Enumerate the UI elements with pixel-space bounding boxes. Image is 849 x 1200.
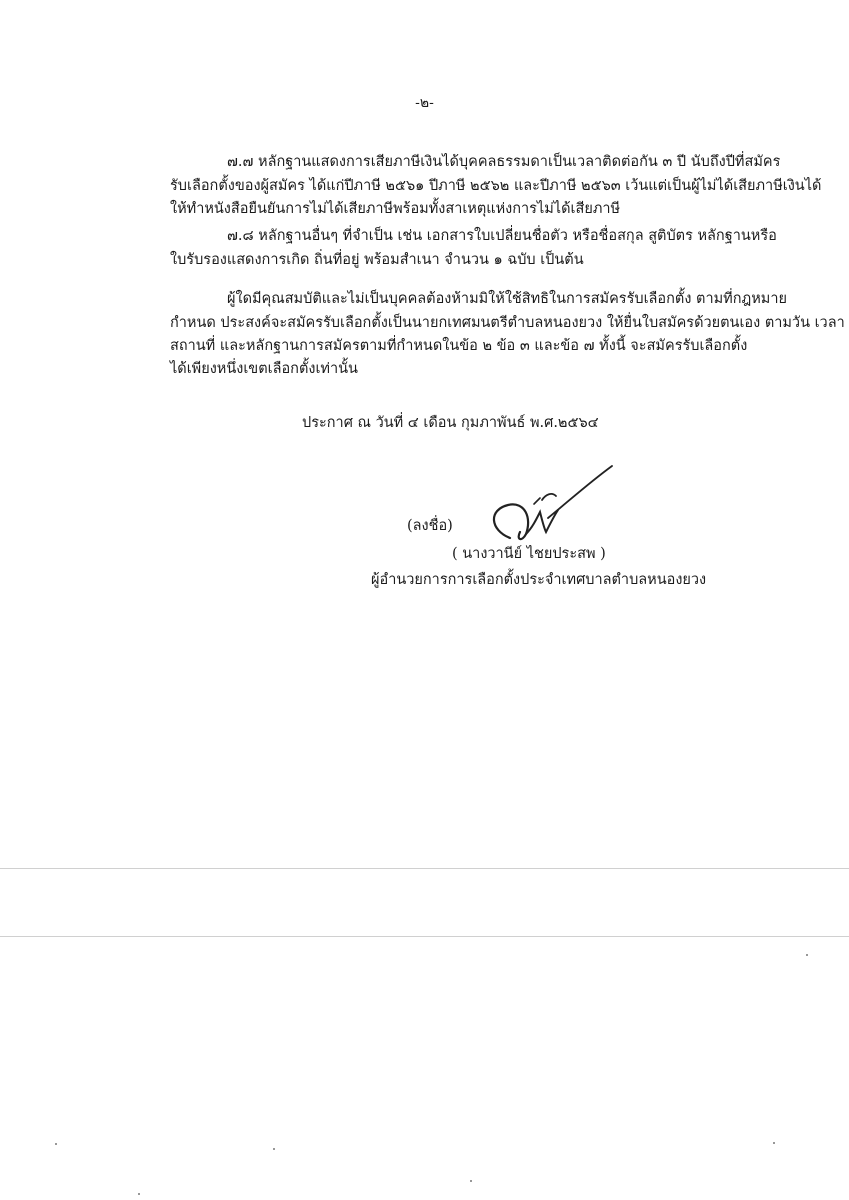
item-7-8-line-2: ใบรับรองแสดงการเกิด ถิ่นที่อยู่ พร้อมสำเนา จำนวน ๑ ฉบับ เป็นต้น [170,252,584,268]
announcement-date: ประกาศ ณ วันที่ ๔ เดือน กุมภาพันธ์ พ.ศ.๒๕๖๔ [302,415,599,431]
item-7-7-line-1: ๗.๗ หลักฐานแสดงการเสียภาษีเงินได้บุคคลธรรมดาเป็นเวลาติดต่อกัน ๓ ปี นับถึงปีที่สมัคร [227,154,781,170]
scan-speck [273,1148,275,1150]
paragraph-line-4: ได้เพียงหนึ่งเขตเลือกตั้งเท่านั้น [170,361,358,377]
scan-speck [806,954,808,956]
sign-label: (ลงชื่อ) [407,518,453,534]
paragraph-line-1: ผู้ใดมีคุณสมบัติและไม่เป็นบุคคลต้องห้ามมิให้ใช้สิทธิในการสมัครรับเลือกตั้ง ตามที่กฎหมาย [227,291,787,307]
paragraph-line-3: สถานที่ และหลักฐานการสมัครตามที่กำหนดในข้อ ๒ ข้อ ๓ และข้อ ๗ ทั้งนี้ จะสมัครรับเลือกตั้ง [170,338,748,354]
item-7-7-line-3: ให้ทำหนังสือยืนยันการไม่ได้เสียภาษีพร้อมทั้งสาเหตุแห่งการไม่ได้เสียภาษี [170,201,621,217]
signer-position: ผู้อำนวยการการเลือกตั้งประจำเทศบาลตำบลหนองยวง [371,572,707,588]
paragraph-line-2: กำหนด ประสงค์จะสมัครรับเลือกตั้งเป็นนายกเทศมนตรีตำบลหนองยวง ให้ยื่นใบสมัครด้วยตนเอง ตามวัน เวลา [170,315,845,331]
item-7-8-line-1: ๗.๘ หลักฐานอื่นๆ ที่จำเป็น เช่น เอกสารใบเปลี่ยนชื่อตัว หรือชื่อสกุล สูติบัตร หลักฐานหรือ [227,228,777,244]
scan-speck [470,1180,472,1182]
scan-speck [773,1142,775,1144]
signer-name: ( นางวานีย์ ไชยประสพ ) [452,546,606,562]
page-number: -๒- [415,95,434,111]
scan-speck [55,1143,57,1145]
scan-speck [138,1193,140,1195]
scan-line-bottom [0,936,849,937]
item-7-7-line-2: รับเลือกตั้งของผู้สมัคร ได้แก่ปีภาษี ๒๕๖๑ ปีภาษี ๒๕๖๒ และปีภาษี ๒๕๖๓ เว้นแต่เป็นผู้ไม่ได้เสียภาษีเงินได้ [170,178,822,194]
scan-line-top [0,868,849,869]
